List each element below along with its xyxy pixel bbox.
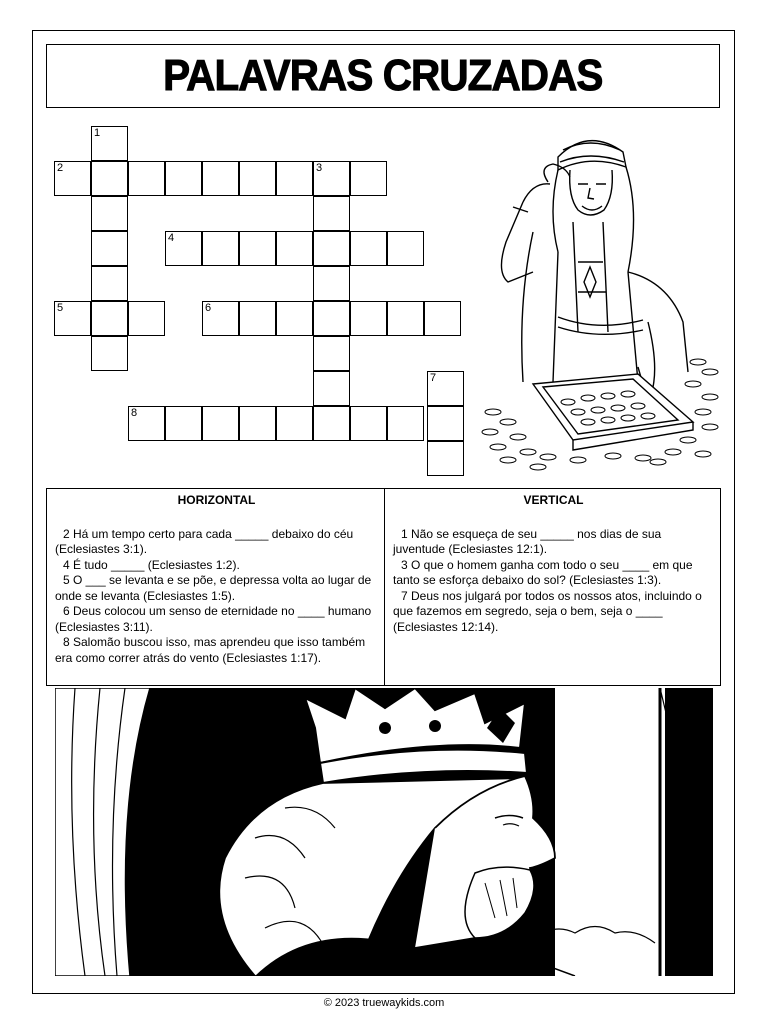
clue-number: 2 (57, 162, 64, 174)
crossword-cell[interactable] (313, 196, 350, 231)
clue-number: 7 (430, 372, 437, 384)
crossword-cell[interactable] (91, 266, 128, 301)
crossword-cell[interactable] (91, 301, 128, 336)
vertical-heading: VERTICAL (523, 493, 584, 507)
crossword-cell[interactable] (350, 161, 387, 196)
crossword-cell[interactable] (239, 406, 276, 441)
crossword-cell[interactable] (91, 126, 128, 161)
king-portrait-illustration (55, 688, 713, 976)
clue-item: 2 Há um tempo certo para cada _____ debaixo do céu (Eclesiastes 3:1). (55, 526, 354, 556)
clue-item: 5 O ___ se levanta e se põe, e depressa volta ao lugar de onde se levanta (Eclesiastes 1:5). (55, 573, 372, 603)
clue-number: 6 (205, 302, 212, 314)
crossword-cell[interactable] (128, 161, 165, 196)
crossword-cell[interactable] (350, 231, 387, 266)
crossword-cell[interactable] (313, 266, 350, 301)
vertical-clues (385, 489, 720, 685)
clue-item: 7 Deus nos julgará por todos os nossos atos, incluindo o que fazemos em segredo, seja o bem, seja o ____ (Eclesiastes 12:14). (393, 588, 702, 634)
crossword-cell[interactable] (91, 231, 128, 266)
crossword-cell[interactable] (202, 231, 239, 266)
crossword-cell[interactable] (202, 161, 239, 196)
crossword-cell[interactable] (239, 231, 276, 266)
crossword-cell[interactable] (91, 336, 128, 371)
crossword-cell[interactable] (276, 161, 313, 196)
crossword-cell[interactable] (427, 371, 464, 406)
crossword-cell[interactable] (387, 231, 424, 266)
crossword-cell[interactable] (276, 301, 313, 336)
crossword-cell[interactable] (128, 406, 165, 441)
crossword-cell[interactable] (427, 406, 464, 441)
title-banner (46, 44, 720, 108)
crossword-cell[interactable] (313, 406, 350, 441)
horizontal-clues (47, 489, 385, 685)
clue-item: 4 É tudo _____ (Eclesiastes 1:2). (63, 557, 240, 572)
crossword-cell[interactable] (276, 406, 313, 441)
crossword-cell[interactable] (313, 231, 350, 266)
crossword-cell[interactable] (91, 161, 128, 196)
crossword-cell[interactable] (313, 161, 350, 196)
clue-number: 8 (131, 407, 138, 419)
crossword-cell[interactable] (387, 406, 424, 441)
crossword-cell[interactable] (427, 441, 464, 476)
crossword-cell[interactable] (387, 301, 424, 336)
crossword-cell[interactable] (91, 196, 128, 231)
crossword-cell[interactable] (54, 301, 91, 336)
crossword-cell[interactable] (424, 301, 461, 336)
crossword-cell[interactable] (202, 406, 239, 441)
crossword-cell[interactable] (350, 406, 387, 441)
crossword-cell[interactable] (313, 301, 350, 336)
crossword-cell[interactable] (202, 301, 239, 336)
crossword-cell[interactable] (313, 371, 350, 406)
clue-item: 6 Deus colocou um senso de eternidade no ____ humano (Eclesiastes 3:11). (55, 604, 372, 634)
clue-item: 3 O que o homem ganha com todo o seu ____ em que tanto se esforça debaixo do sol? (Eclesiastes 1:3). (393, 557, 693, 587)
clue-item: 1 Não se esqueça de seu _____ nos dias de sua juventude (Eclesiastes 12:1). (393, 526, 662, 556)
clue-table (46, 488, 721, 686)
clue-number: 5 (57, 302, 64, 314)
clue-number: 4 (168, 232, 175, 244)
clue-item: 8 Salomão buscou isso, mas aprendeu que isso também era como correr atrás do vento (Eclesiastes 1:17). (55, 635, 366, 665)
clue-number: 3 (316, 162, 323, 174)
crossword-cell[interactable] (165, 406, 202, 441)
copyright-footer: © 2023 truewaykids.com (323, 997, 445, 1009)
crossword-cell[interactable] (128, 301, 165, 336)
crossword-cell[interactable] (239, 161, 276, 196)
crossword-cell[interactable] (165, 161, 202, 196)
crossword-cell[interactable] (276, 231, 313, 266)
solomon-coins-illustration (478, 122, 722, 472)
horizontal-heading: HORIZONTAL (177, 493, 256, 507)
crossword-cell[interactable] (313, 336, 350, 371)
crossword-cell[interactable] (54, 161, 91, 196)
crossword-cell[interactable] (165, 231, 202, 266)
crossword-cell[interactable] (239, 301, 276, 336)
page-title: PALAVRAS CRUZADAS (163, 51, 603, 100)
clue-number: 1 (94, 127, 101, 139)
crossword-cell[interactable] (350, 301, 387, 336)
